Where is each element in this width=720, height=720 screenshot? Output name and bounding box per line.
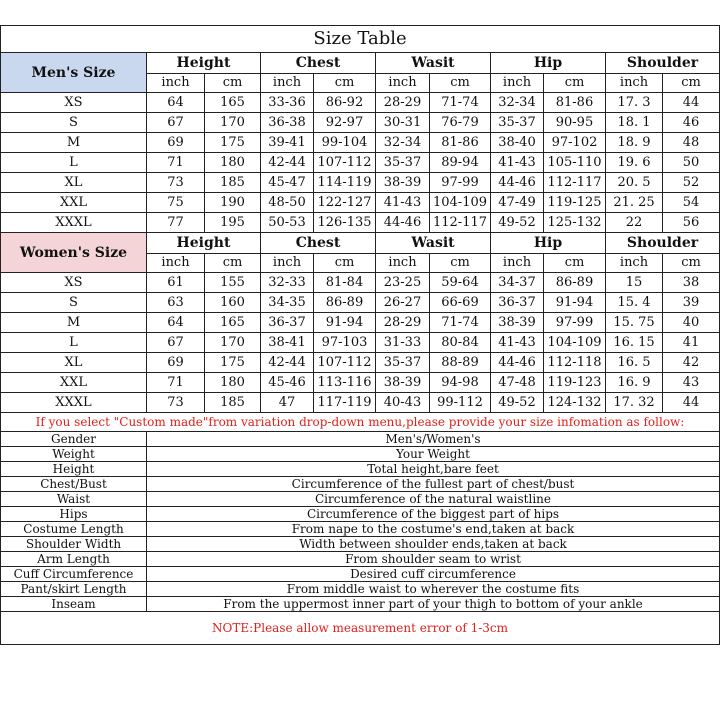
size-table [0, 25, 719, 645]
field-description: Circumference of the biggest part of hips [147, 507, 720, 522]
custom-field-row [1, 522, 720, 537]
measure-header: Height [147, 53, 261, 74]
table-row [1, 193, 720, 213]
unit-cm: cm [663, 254, 720, 273]
value-cell: 35-37 [376, 353, 430, 373]
table-row [1, 293, 720, 313]
table-title: Size Table [1, 26, 720, 53]
field-description: From the uppermost inner part of your thigh to bottom of your ankle [147, 597, 720, 612]
value-cell: 64 [147, 313, 205, 333]
value-cell: 67 [147, 333, 205, 353]
value-cell: 86-89 [544, 273, 606, 293]
bottom-note-row [1, 612, 720, 645]
unit-cm: cm [430, 74, 491, 93]
custom-field-row [1, 492, 720, 507]
value-cell: 75 [147, 193, 205, 213]
table-row [1, 313, 720, 333]
unit-cm: cm [544, 74, 606, 93]
measure-header: Chest [261, 233, 376, 254]
value-cell: 190 [205, 193, 261, 213]
custom-note-row [1, 413, 720, 432]
unit-cm: cm [205, 254, 261, 273]
measure-header: Hip [491, 53, 606, 74]
value-cell: 113-116 [314, 373, 376, 393]
value-cell: 180 [205, 373, 261, 393]
value-cell: 17. 3 [606, 93, 663, 113]
table-row [1, 273, 720, 293]
field-description: From nape to the costume's end,taken at back [147, 522, 720, 537]
value-cell: 48-50 [261, 193, 314, 213]
value-cell: 64 [147, 93, 205, 113]
value-cell: 15. 75 [606, 313, 663, 333]
custom-field-row [1, 567, 720, 582]
custom-field-row [1, 447, 720, 462]
value-cell: 21. 25 [606, 193, 663, 213]
field-name: Gender [1, 432, 147, 447]
value-cell: 170 [205, 333, 261, 353]
custom-field-row [1, 582, 720, 597]
table-row [1, 373, 720, 393]
value-cell: 105-110 [544, 153, 606, 173]
value-cell: 71-74 [430, 313, 491, 333]
value-cell: 122-127 [314, 193, 376, 213]
unit-inch: inch [491, 74, 544, 93]
field-description: Your Weight [147, 447, 720, 462]
value-cell: 155 [205, 273, 261, 293]
field-description: Circumference of the natural waistline [147, 492, 720, 507]
value-cell: 185 [205, 393, 261, 413]
unit-inch: inch [606, 254, 663, 273]
value-cell: 42-44 [261, 153, 314, 173]
value-cell: 175 [205, 353, 261, 373]
value-cell: 69 [147, 133, 205, 153]
value-cell: 175 [205, 133, 261, 153]
field-name: Chest/Bust [1, 477, 147, 492]
value-cell: 91-94 [314, 313, 376, 333]
value-cell: 112-117 [544, 173, 606, 193]
value-cell: 99-112 [430, 393, 491, 413]
measure-header: Height [147, 233, 261, 254]
table-row [1, 353, 720, 373]
value-cell: 43 [663, 373, 720, 393]
size-cell: M [1, 313, 147, 333]
value-cell: 107-112 [314, 353, 376, 373]
unit-cm: cm [205, 74, 261, 93]
value-cell: 28-29 [376, 93, 430, 113]
value-cell: 180 [205, 153, 261, 173]
custom-field-row [1, 537, 720, 552]
unit-inch: inch [376, 74, 430, 93]
value-cell: 59-64 [430, 273, 491, 293]
value-cell: 23-25 [376, 273, 430, 293]
men-size-label: Men's Size [1, 53, 147, 93]
value-cell: 36-38 [261, 113, 314, 133]
value-cell: 126-135 [314, 213, 376, 233]
unit-cm: cm [314, 254, 376, 273]
table-row [1, 173, 720, 193]
measure-header: Shoulder [606, 233, 720, 254]
men-header-row [1, 53, 720, 74]
value-cell: 112-117 [430, 213, 491, 233]
value-cell: 90-95 [544, 113, 606, 133]
value-cell: 47 [261, 393, 314, 413]
field-name: Weight [1, 447, 147, 462]
value-cell: 104-109 [544, 333, 606, 353]
value-cell: 46 [663, 113, 720, 133]
size-cell: L [1, 333, 147, 353]
value-cell: 81-86 [430, 133, 491, 153]
value-cell: 36-37 [491, 293, 544, 313]
value-cell: 38-41 [261, 333, 314, 353]
value-cell: 47-49 [491, 193, 544, 213]
value-cell: 81-86 [544, 93, 606, 113]
field-description: From shoulder seam to wrist [147, 552, 720, 567]
value-cell: 16. 9 [606, 373, 663, 393]
table-row [1, 113, 720, 133]
value-cell: 195 [205, 213, 261, 233]
measure-header: Shoulder [606, 53, 720, 74]
value-cell: 104-109 [430, 193, 491, 213]
value-cell: 38-39 [491, 313, 544, 333]
value-cell: 170 [205, 113, 261, 133]
value-cell: 26-27 [376, 293, 430, 313]
value-cell: 32-33 [261, 273, 314, 293]
value-cell: 40-43 [376, 393, 430, 413]
field-name: Hips [1, 507, 147, 522]
value-cell: 67 [147, 113, 205, 133]
value-cell: 97-99 [430, 173, 491, 193]
value-cell: 17. 32 [606, 393, 663, 413]
value-cell: 165 [205, 93, 261, 113]
value-cell: 80-84 [430, 333, 491, 353]
custom-field-row [1, 462, 720, 477]
value-cell: 99-104 [314, 133, 376, 153]
field-name: Shoulder Width [1, 537, 147, 552]
value-cell: 91-94 [544, 293, 606, 313]
value-cell: 160 [205, 293, 261, 313]
value-cell: 45-46 [261, 373, 314, 393]
value-cell: 71 [147, 153, 205, 173]
value-cell: 36-37 [261, 313, 314, 333]
table-row [1, 213, 720, 233]
value-cell: 15 [606, 273, 663, 293]
value-cell: 38-40 [491, 133, 544, 153]
field-description: Desired cuff circumference [147, 567, 720, 582]
field-description: From middle waist to wherever the costume fits [147, 582, 720, 597]
custom-field-row [1, 597, 720, 612]
value-cell: 41-43 [491, 333, 544, 353]
value-cell: 125-132 [544, 213, 606, 233]
value-cell: 69 [147, 353, 205, 373]
value-cell: 44-46 [376, 213, 430, 233]
value-cell: 119-123 [544, 373, 606, 393]
value-cell: 38-39 [376, 373, 430, 393]
value-cell: 19. 6 [606, 153, 663, 173]
value-cell: 16. 15 [606, 333, 663, 353]
value-cell: 38 [663, 273, 720, 293]
value-cell: 18. 1 [606, 113, 663, 133]
value-cell: 119-125 [544, 193, 606, 213]
value-cell: 97-99 [544, 313, 606, 333]
value-cell: 114-119 [314, 173, 376, 193]
value-cell: 44 [663, 93, 720, 113]
value-cell: 47-48 [491, 373, 544, 393]
value-cell: 107-112 [314, 153, 376, 173]
size-cell: XXL [1, 193, 147, 213]
table-row [1, 333, 720, 353]
value-cell: 35-37 [376, 153, 430, 173]
size-cell: XXXL [1, 393, 147, 413]
value-cell: 39 [663, 293, 720, 313]
value-cell: 30-31 [376, 113, 430, 133]
value-cell: 39-41 [261, 133, 314, 153]
value-cell: 32-34 [491, 93, 544, 113]
value-cell: 94-98 [430, 373, 491, 393]
field-description: Width between shoulder ends,taken at back [147, 537, 720, 552]
value-cell: 76-79 [430, 113, 491, 133]
table-row [1, 393, 720, 413]
value-cell: 77 [147, 213, 205, 233]
size-cell: XS [1, 93, 147, 113]
unit-inch: inch [606, 74, 663, 93]
measure-header: Wasit [376, 233, 491, 254]
size-cell: XS [1, 273, 147, 293]
custom-made-note: If you select "Custom made"from variation drop-down menu,please provide your size infomation as follow: [1, 413, 720, 432]
unit-inch: inch [261, 254, 314, 273]
value-cell: 66-69 [430, 293, 491, 313]
value-cell: 89-94 [430, 153, 491, 173]
value-cell: 165 [205, 313, 261, 333]
value-cell: 42-44 [261, 353, 314, 373]
custom-field-row [1, 552, 720, 567]
value-cell: 71 [147, 373, 205, 393]
value-cell: 22 [606, 213, 663, 233]
value-cell: 33-36 [261, 93, 314, 113]
unit-inch: inch [491, 254, 544, 273]
value-cell: 50-53 [261, 213, 314, 233]
measure-header: Chest [261, 53, 376, 74]
size-cell: L [1, 153, 147, 173]
value-cell: 73 [147, 173, 205, 193]
field-description: Circumference of the fullest part of chest/bust [147, 477, 720, 492]
value-cell: 20. 5 [606, 173, 663, 193]
value-cell: 16. 5 [606, 353, 663, 373]
field-name: Inseam [1, 597, 147, 612]
women-size-label: Women's Size [1, 233, 147, 273]
value-cell: 41-43 [376, 193, 430, 213]
size-cell: S [1, 293, 147, 313]
field-name: Arm Length [1, 552, 147, 567]
unit-inch: inch [376, 254, 430, 273]
table-row [1, 133, 720, 153]
size-cell: S [1, 113, 147, 133]
field-description: Total height,bare feet [147, 462, 720, 477]
measurement-error-note: NOTE:Please allow measurement error of 1-3cm [1, 612, 720, 645]
unit-inch: inch [147, 254, 205, 273]
value-cell: 49-52 [491, 213, 544, 233]
value-cell: 124-132 [544, 393, 606, 413]
table-row [1, 93, 720, 113]
value-cell: 86-92 [314, 93, 376, 113]
value-cell: 32-34 [376, 133, 430, 153]
unit-inch: inch [261, 74, 314, 93]
unit-cm: cm [314, 74, 376, 93]
value-cell: 44 [663, 393, 720, 413]
field-description: Men's/Women's [147, 432, 720, 447]
value-cell: 18. 9 [606, 133, 663, 153]
value-cell: 41-43 [491, 153, 544, 173]
value-cell: 48 [663, 133, 720, 153]
women-header-row [1, 233, 720, 254]
value-cell: 52 [663, 173, 720, 193]
value-cell: 40 [663, 313, 720, 333]
size-cell: XL [1, 353, 147, 373]
field-name: Cuff Circumference [1, 567, 147, 582]
value-cell: 44-46 [491, 173, 544, 193]
value-cell: 71-74 [430, 93, 491, 113]
size-cell: XL [1, 173, 147, 193]
value-cell: 28-29 [376, 313, 430, 333]
value-cell: 86-89 [314, 293, 376, 313]
value-cell: 35-37 [491, 113, 544, 133]
value-cell: 81-84 [314, 273, 376, 293]
value-cell: 73 [147, 393, 205, 413]
value-cell: 31-33 [376, 333, 430, 353]
unit-cm: cm [663, 74, 720, 93]
value-cell: 185 [205, 173, 261, 193]
value-cell: 50 [663, 153, 720, 173]
value-cell: 34-35 [261, 293, 314, 313]
field-name: Pant/skirt Length [1, 582, 147, 597]
value-cell: 41 [663, 333, 720, 353]
size-cell: XXL [1, 373, 147, 393]
size-cell: XXXL [1, 213, 147, 233]
field-name: Height [1, 462, 147, 477]
value-cell: 38-39 [376, 173, 430, 193]
value-cell: 112-118 [544, 353, 606, 373]
value-cell: 54 [663, 193, 720, 213]
table-row [1, 153, 720, 173]
size-cell: M [1, 133, 147, 153]
value-cell: 15. 4 [606, 293, 663, 313]
value-cell: 49-52 [491, 393, 544, 413]
value-cell: 61 [147, 273, 205, 293]
value-cell: 88-89 [430, 353, 491, 373]
measure-header: Hip [491, 233, 606, 254]
unit-inch: inch [147, 74, 205, 93]
unit-cm: cm [544, 254, 606, 273]
value-cell: 56 [663, 213, 720, 233]
custom-field-row [1, 507, 720, 522]
unit-cm: cm [430, 254, 491, 273]
field-name: Costume Length [1, 522, 147, 537]
value-cell: 117-119 [314, 393, 376, 413]
value-cell: 44-46 [491, 353, 544, 373]
value-cell: 34-37 [491, 273, 544, 293]
custom-field-row [1, 432, 720, 447]
value-cell: 63 [147, 293, 205, 313]
field-name: Waist [1, 492, 147, 507]
value-cell: 45-47 [261, 173, 314, 193]
measure-header: Wasit [376, 53, 491, 74]
value-cell: 92-97 [314, 113, 376, 133]
value-cell: 97-103 [314, 333, 376, 353]
value-cell: 42 [663, 353, 720, 373]
custom-field-row [1, 477, 720, 492]
value-cell: 97-102 [544, 133, 606, 153]
